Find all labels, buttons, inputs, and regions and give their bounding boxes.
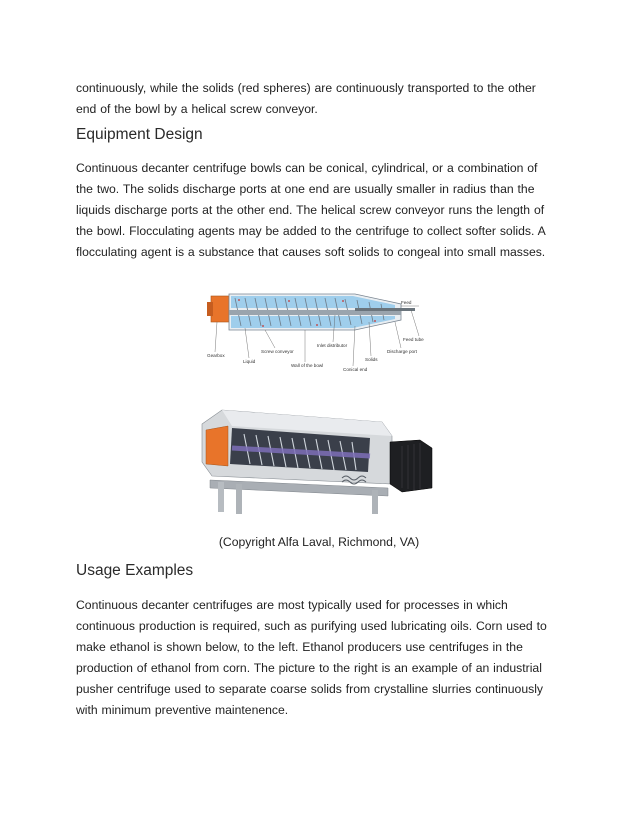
heading-equipment-design: Equipment Design (76, 126, 203, 143)
decanter-cutaway-diagram (205, 286, 427, 378)
gearbox-block (211, 296, 229, 322)
equipment-design-paragraph: Continuous decanter centrifuge bowls can be conical, cylindrical, or a combination of the two. The solids discharge ports at one end are usually smaller in radius than the liquids discharge ports at the other end. The helical screw conveyor runs the length of the bowl. Flocculating agents may be added to the centrifuge to collect softer solids. A flocculating agent is a substance that causes soft solids to congeal into small masses. (76, 161, 546, 259)
label-screw-conveyor: Screw conveyor (261, 349, 294, 354)
intro-paragraph: continuously, while the solids (red spheres) are continuously transported to the other end of the bowl by a helical screw conveyor. (76, 81, 536, 116)
figure-caption: (Copyright Alfa Laval, Richmond, VA) (218, 535, 420, 549)
decanter-machine-photo (192, 392, 444, 520)
label-wall-of-bowl: Wall of the bowl (291, 363, 324, 368)
label-liquid: Liquid (243, 359, 256, 364)
label-discharge-port: Discharge port (387, 349, 417, 354)
label-conical-end: Conical end (343, 367, 368, 372)
label-feed: Feed (401, 300, 412, 305)
label-feed-tube: Feed tube (403, 337, 424, 342)
usage-examples-paragraph: Continuous decanter centrifuges are most typically used for processes in which continuous production is required, such as purifying used lubricating oils. Corn used to make ethanol is shown below, to the left. Ethanol producers use centrifuges in the production of ethanol from corn. The picture to the right is an example of an industrial pusher centrifuge used to separate coarse solids from crystalline slurries continuously with minimum preventive maintenence. (76, 598, 547, 717)
label-solids: Solids (365, 357, 378, 362)
heading-usage-examples: Usage Examples (76, 562, 194, 579)
label-gearbox: Gearbox (207, 353, 225, 358)
label-inlet-distributor: Inlet distributor (317, 343, 348, 348)
